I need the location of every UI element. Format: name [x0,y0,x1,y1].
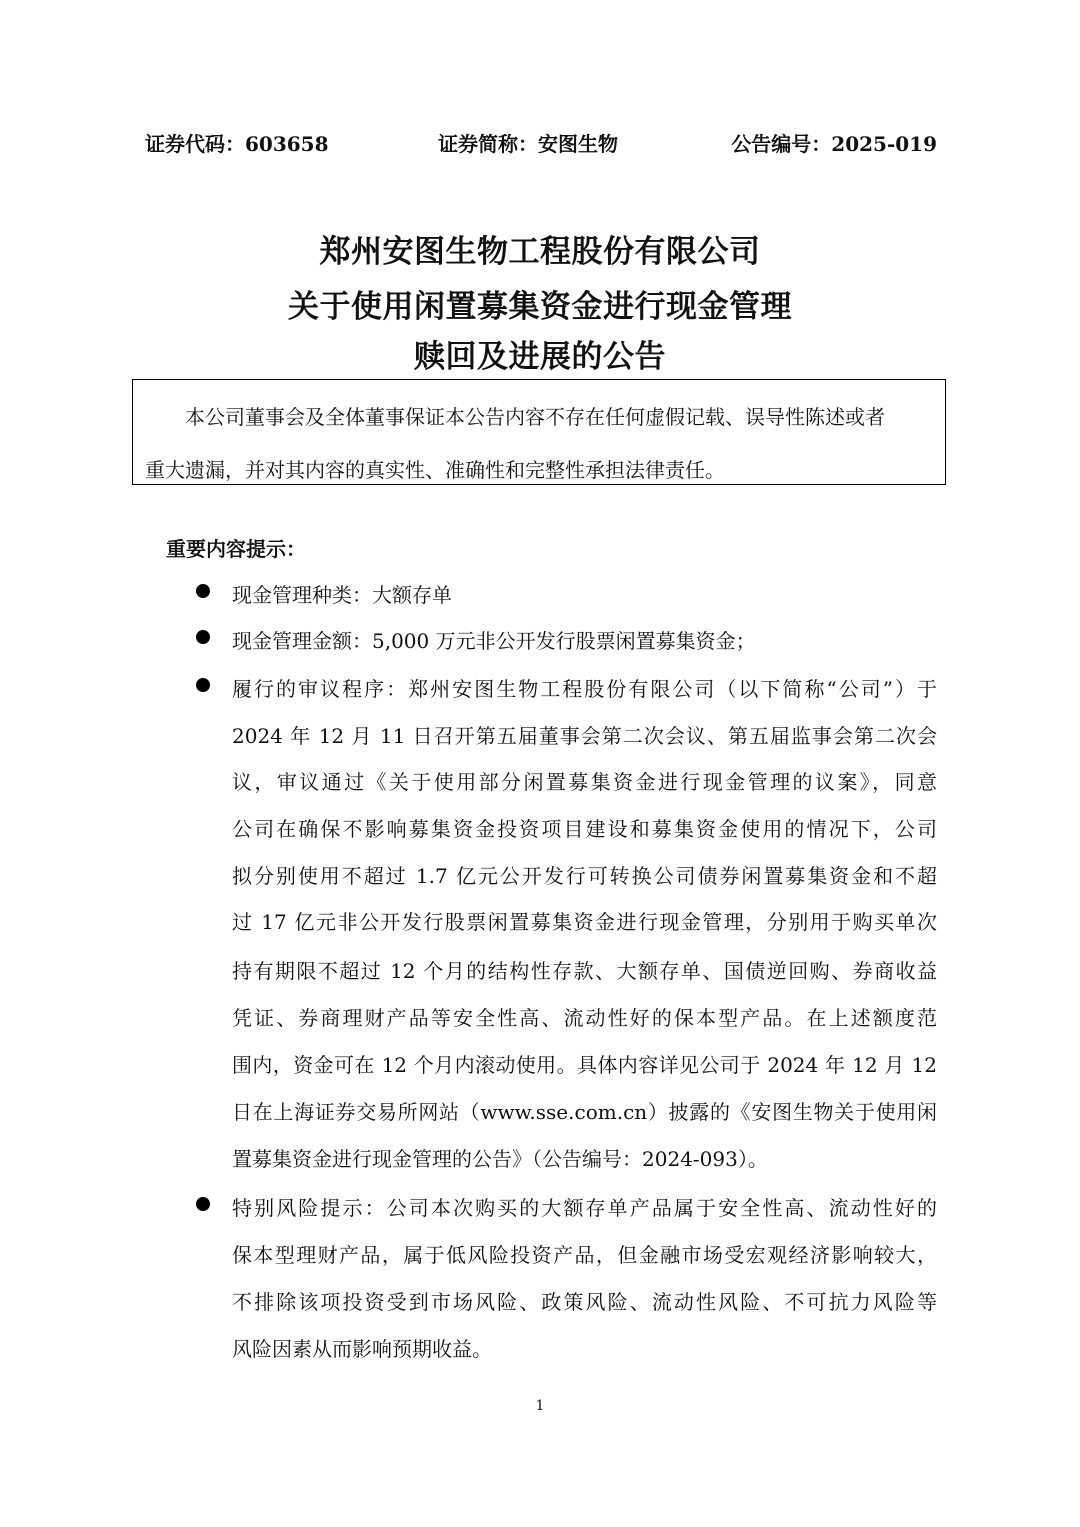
highlight-line: 履行的审议程序：郑州安图生物工程股份有限公司（以下简称“公司”）于 [232,677,937,701]
highlight-line: 拟分别使用不超过 1.7 亿元公开发行可转换公司债券闲置募集资金和不超 [232,864,937,888]
bullet-icon [196,1197,210,1211]
highlight-line: 置募集资金进行现金管理的公告》（公告编号：2024-093）。 [232,1147,768,1171]
page-number: 1 [535,1398,545,1414]
highlight-line: 现金管理种类：大额存单 [232,583,452,607]
highlight-line: 2024 年 12 月 11 日召开第五届董事会第二次会议、第五届监事会第二次会 [232,724,937,748]
highlight-line: 持有期限不超过 12 个月的结构性存款、大额存单、国债逆回购、券商收益 [232,959,937,983]
bullet-icon [196,584,210,598]
highlight-line: 保本型理财产品，属于低风险投资产品，但金融市场受宏观经济影响较大， [232,1243,937,1267]
highlight-line: 过 17 亿元非公开发行股票闲置募集资金进行现金管理，分别用于购买单次 [232,910,937,934]
highlight-line: 议，审议通过《关于使用部分闲置募集资金进行现金管理的议案》，同意 [232,770,937,794]
title-subject: 关于使用闲置募集资金进行现金管理 [288,289,792,325]
bullet-icon [196,678,210,692]
board-statement-box [132,379,946,485]
highlight-line: 现金管理金额：5,000 万元非公开发行股票闲置募集资金； [232,629,756,653]
announcement-header [145,128,937,160]
announcement-number: 公告编号：2025-019 [731,132,937,156]
board-statement-line: 本公司董事会及全体董事保证本公告内容不存在任何虚假记载、误导性陈述或者 [185,405,885,429]
bullet-icon [196,630,210,644]
stock-abbreviation: 证券简称：安图生物 [438,132,618,156]
highlight-line: 特别风险提示：公司本次购买的大额存单产品属于安全性高、流动性好的 [232,1196,937,1220]
highlight-line: 公司在确保不影响募集资金投资项目建设和募集资金使用的情况下，公司 [232,817,937,841]
title-company: 郑州安图生物工程股份有限公司 [319,234,761,270]
highlight-line: 围内，资金可在 12 个月内滚动使用。具体内容详见公司于 2024 年 12 月 12 [232,1053,937,1077]
highlight-line: 日在上海证券交易所网站（www.sse.com.cn）披露的《安图生物关于使用闲 [232,1100,937,1124]
highlight-line: 凭证、券商理财产品等安全性高、流动性好的保本型产品。在上述额度范 [232,1006,937,1030]
highlight-line: 不排除该项投资受到市场风险、政策风险、流动性风险、不可抗力风险等 [232,1290,937,1314]
stock-code: 证券代码：603658 [145,132,329,156]
board-statement-line: 重大遗漏，并对其内容的真实性、准确性和完整性承担法律责任。 [145,458,725,482]
highlight-line: 风险因素从而影响预期收益。 [232,1337,492,1361]
highlights-heading: 重要内容提示： [166,537,306,561]
title-suffix: 赎回及进展的公告 [414,339,666,375]
